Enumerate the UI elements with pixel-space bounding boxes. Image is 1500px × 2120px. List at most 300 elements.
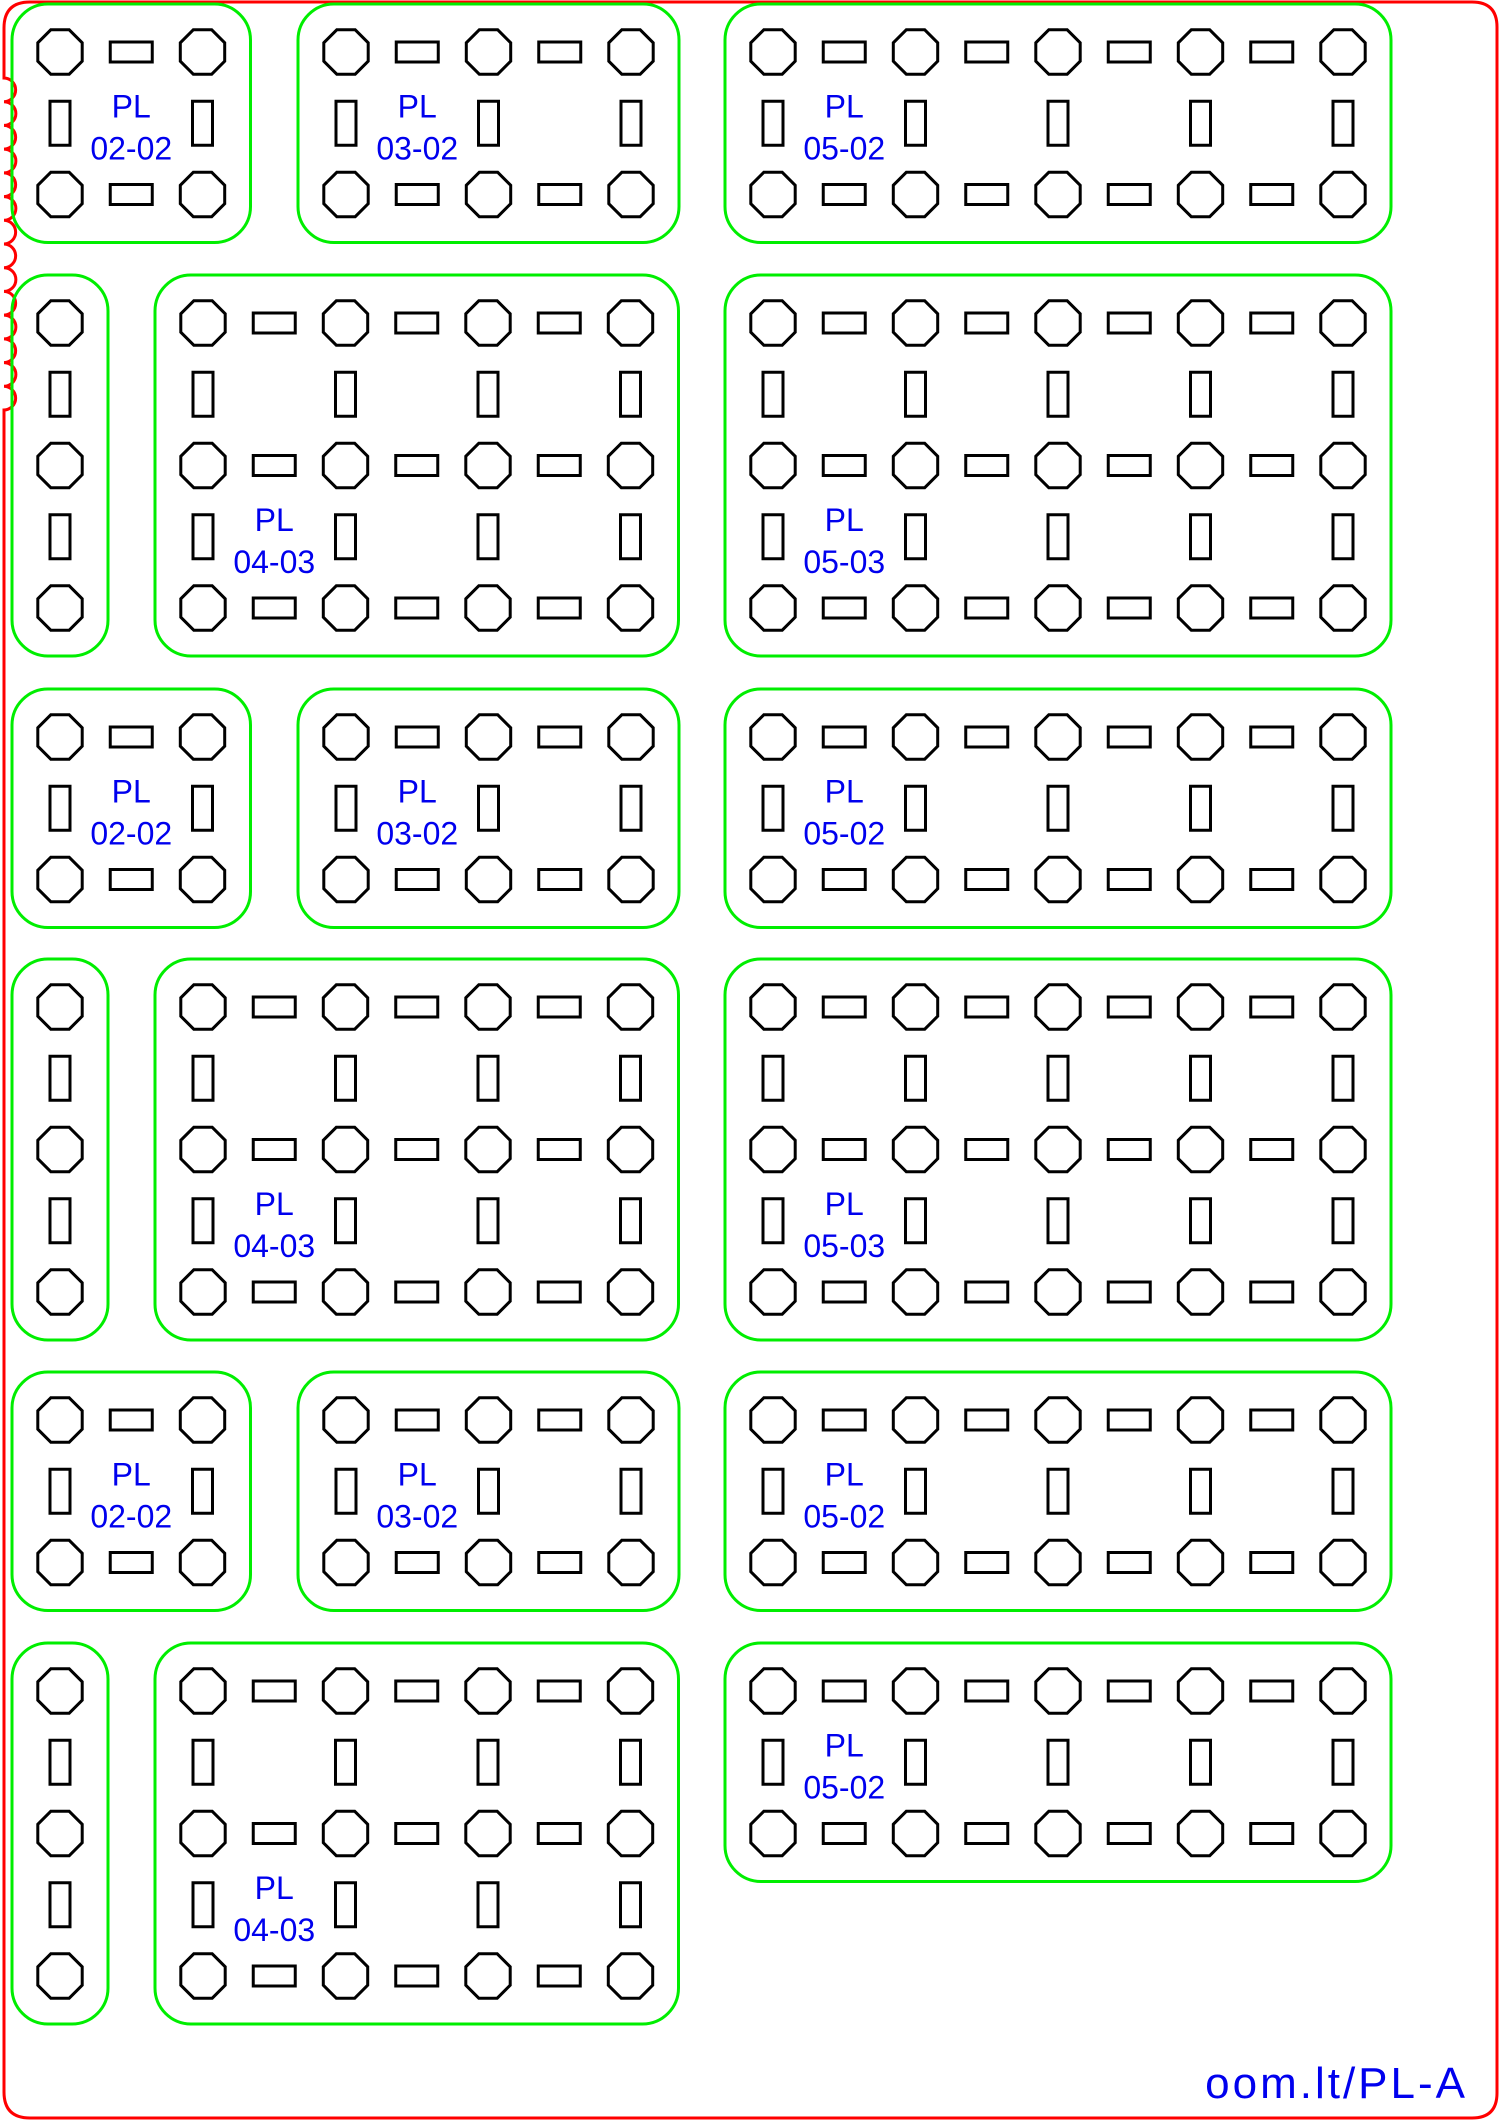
octagon-hole-icon (893, 443, 937, 487)
plate (725, 689, 1391, 928)
slot-icon (479, 101, 499, 145)
slot-icon (1108, 456, 1150, 476)
octagon-hole-icon (466, 1811, 510, 1855)
slot-icon (906, 1469, 926, 1513)
octagon-hole-icon (893, 1270, 937, 1314)
plate-label-prefix: PL (824, 773, 864, 810)
slot-icon (336, 515, 356, 559)
plate (725, 1372, 1391, 1611)
slot-icon (1108, 185, 1150, 205)
slot-icon (396, 1681, 438, 1701)
slot-icon (50, 1740, 70, 1784)
slot-icon (823, 42, 865, 62)
slot-icon (193, 372, 213, 416)
octagon-hole-icon (893, 30, 937, 74)
plate-label-prefix: PL (397, 773, 437, 810)
octagon-hole-icon (893, 1540, 937, 1584)
octagon-hole-icon (38, 715, 82, 759)
slot-icon (621, 1883, 641, 1927)
slot-icon (763, 515, 783, 559)
slot-icon (538, 313, 580, 333)
octagon-hole-icon (38, 985, 82, 1029)
plate-label-prefix: PL (397, 1456, 437, 1493)
plate (298, 1372, 679, 1611)
slot-icon (621, 372, 641, 416)
slot-icon (539, 42, 581, 62)
octagon-hole-icon (1178, 1669, 1222, 1713)
octagon-hole-icon (1036, 1398, 1080, 1442)
slot-icon (966, 185, 1008, 205)
octagon-hole-icon (466, 985, 510, 1029)
slot-icon (539, 1410, 581, 1430)
octagon-hole-icon (1036, 1127, 1080, 1171)
slot-icon (763, 1469, 783, 1513)
slot-icon (396, 1966, 438, 1986)
octagon-hole-icon (38, 857, 82, 901)
octagon-hole-icon (181, 1669, 225, 1713)
octagon-hole-icon (181, 1270, 225, 1314)
slot-icon (336, 1199, 356, 1243)
octagon-hole-icon (38, 1669, 82, 1713)
octagon-hole-icon (466, 30, 510, 74)
plate-label-code: 05-02 (803, 815, 886, 852)
octagon-hole-icon (181, 1954, 225, 1998)
octagon-hole-icon (1178, 443, 1222, 487)
octagon-hole-icon (893, 1811, 937, 1855)
octagon-hole-icon (893, 586, 937, 630)
slot-icon (50, 1469, 70, 1513)
slot-icon (336, 372, 356, 416)
slot-icon (538, 1966, 580, 1986)
slot-icon (1333, 1056, 1353, 1100)
slot-icon (50, 101, 70, 145)
plate-label-code: 05-03 (803, 543, 886, 580)
octagon-hole-icon (38, 1954, 82, 1998)
slot-icon (110, 870, 152, 890)
octagon-hole-icon (38, 586, 82, 630)
slot-icon (1251, 313, 1293, 333)
plate (298, 689, 679, 928)
slot-icon (479, 786, 499, 830)
octagon-hole-icon (1178, 1398, 1222, 1442)
octagon-hole-icon (751, 715, 795, 759)
slot-icon (253, 598, 295, 618)
slot-icon (1191, 372, 1211, 416)
octagon-hole-icon (1036, 172, 1080, 216)
slot-icon (1251, 997, 1293, 1017)
plate (725, 4, 1391, 243)
slot-icon (823, 1140, 865, 1160)
octagon-hole-icon (608, 443, 652, 487)
octagon-hole-icon (609, 1398, 653, 1442)
octagon-hole-icon (323, 1669, 367, 1713)
slot-icon (253, 1282, 295, 1302)
slot-icon (478, 1883, 498, 1927)
plate-label-code: 02-02 (90, 815, 173, 852)
slot-icon (1048, 1056, 1068, 1100)
octagon-hole-icon (324, 1540, 368, 1584)
slot-icon (966, 1282, 1008, 1302)
octagon-hole-icon (466, 1127, 510, 1171)
slot-icon (396, 456, 438, 476)
slot-icon (336, 1469, 356, 1513)
octagon-hole-icon (1321, 301, 1365, 345)
slot-icon (823, 598, 865, 618)
slot-icon (538, 1140, 580, 1160)
slot-icon (1048, 372, 1068, 416)
slot-icon (539, 727, 581, 747)
slot-icon (1108, 1282, 1150, 1302)
slot-icon (966, 1824, 1008, 1844)
octagon-hole-icon (180, 1540, 224, 1584)
slot-icon (1108, 1824, 1150, 1844)
slot-icon (336, 101, 356, 145)
plate-label-prefix: PL (824, 501, 864, 538)
slot-icon (1108, 727, 1150, 747)
octagon-hole-icon (893, 172, 937, 216)
slot-icon (396, 727, 438, 747)
octagon-hole-icon (38, 1811, 82, 1855)
slot-icon (193, 1740, 213, 1784)
plate-label-prefix: PL (824, 1456, 864, 1493)
octagon-hole-icon (323, 1954, 367, 1998)
plate-label-code: 04-03 (233, 1911, 316, 1948)
slot-icon (906, 1740, 926, 1784)
octagon-hole-icon (1321, 30, 1365, 74)
octagon-hole-icon (1036, 586, 1080, 630)
octagon-hole-icon (1036, 715, 1080, 759)
slot-icon (396, 313, 438, 333)
slot-icon (1251, 1410, 1293, 1430)
plate-label-prefix: PL (254, 1185, 294, 1222)
octagon-hole-icon (608, 1811, 652, 1855)
slot-icon (396, 598, 438, 618)
slot-icon (1108, 598, 1150, 618)
octagon-hole-icon (38, 1398, 82, 1442)
octagon-hole-icon (1178, 1811, 1222, 1855)
plate-label-prefix: PL (254, 1869, 294, 1906)
octagon-hole-icon (1321, 586, 1365, 630)
octagon-hole-icon (1178, 857, 1222, 901)
slot-icon (1251, 598, 1293, 618)
slot-icon (1191, 1740, 1211, 1784)
slot-icon (539, 1553, 581, 1573)
slot-icon (396, 997, 438, 1017)
octagon-hole-icon (751, 1270, 795, 1314)
octagon-hole-icon (1321, 715, 1365, 759)
octagon-hole-icon (751, 443, 795, 487)
slot-icon (478, 372, 498, 416)
octagon-hole-icon (1321, 1811, 1365, 1855)
slot-icon (823, 1553, 865, 1573)
slot-icon (1108, 1681, 1150, 1701)
slot-icon (823, 1282, 865, 1302)
octagon-hole-icon (180, 1398, 224, 1442)
slot-icon (538, 1282, 580, 1302)
slot-icon (1333, 1199, 1353, 1243)
octagon-hole-icon (751, 1811, 795, 1855)
plate (12, 959, 108, 1340)
plate (12, 689, 251, 928)
octagon-hole-icon (466, 1270, 510, 1314)
slot-icon (1251, 1553, 1293, 1573)
slot-icon (906, 786, 926, 830)
slot-icon (621, 1469, 641, 1513)
plate-label-prefix: PL (111, 88, 151, 125)
octagon-hole-icon (893, 857, 937, 901)
slot-icon (1108, 42, 1150, 62)
octagon-hole-icon (608, 985, 652, 1029)
slot-icon (1251, 1824, 1293, 1844)
octagon-hole-icon (1321, 172, 1365, 216)
octagon-hole-icon (893, 1669, 937, 1713)
plate-label-prefix: PL (824, 1185, 864, 1222)
octagon-hole-icon (1178, 985, 1222, 1029)
slot-icon (966, 313, 1008, 333)
slot-icon (50, 786, 70, 830)
slot-icon (823, 456, 865, 476)
plate-label-code: 05-02 (803, 130, 886, 167)
slot-icon (538, 997, 580, 1017)
slot-icon (621, 1740, 641, 1784)
octagon-hole-icon (1321, 1127, 1365, 1171)
slot-icon (1108, 1140, 1150, 1160)
slot-icon (823, 1410, 865, 1430)
slot-icon (966, 997, 1008, 1017)
plate (12, 4, 251, 243)
slot-icon (110, 1553, 152, 1573)
octagon-hole-icon (1178, 1127, 1222, 1171)
octagon-hole-icon (38, 1127, 82, 1171)
octagon-hole-icon (893, 1127, 937, 1171)
octagon-hole-icon (1321, 857, 1365, 901)
octagon-hole-icon (1178, 172, 1222, 216)
slot-icon (966, 1410, 1008, 1430)
octagon-hole-icon (608, 586, 652, 630)
plate-label-prefix: PL (254, 501, 294, 538)
octagon-hole-icon (1036, 857, 1080, 901)
slot-icon (966, 727, 1008, 747)
octagon-hole-icon (324, 172, 368, 216)
plate (12, 1643, 108, 2024)
octagon-hole-icon (608, 1127, 652, 1171)
slot-icon (1191, 1199, 1211, 1243)
slot-icon (539, 870, 581, 890)
slot-icon (396, 870, 438, 890)
plates-layer (12, 4, 1391, 2024)
slot-icon (1333, 515, 1353, 559)
octagon-hole-icon (1036, 1270, 1080, 1314)
slot-icon (478, 1056, 498, 1100)
slot-icon (906, 1199, 926, 1243)
slot-icon (823, 313, 865, 333)
plate (12, 275, 108, 656)
slot-icon (538, 1824, 580, 1844)
plate-label-code: 05-02 (803, 1769, 886, 1806)
slot-icon (1191, 1469, 1211, 1513)
octagon-hole-icon (609, 30, 653, 74)
slot-icon (1191, 101, 1211, 145)
octagon-hole-icon (180, 857, 224, 901)
slot-icon (396, 42, 438, 62)
slot-icon (50, 1883, 70, 1927)
slot-icon (1108, 1410, 1150, 1430)
sheet-footer-label: oom.lt/PL-A (1205, 2059, 1468, 2108)
slot-icon (253, 1681, 295, 1701)
slot-icon (1048, 515, 1068, 559)
octagon-hole-icon (1036, 30, 1080, 74)
octagon-hole-icon (466, 301, 510, 345)
slot-icon (1251, 1282, 1293, 1302)
octagon-hole-icon (751, 30, 795, 74)
slot-icon (966, 870, 1008, 890)
slot-icon (823, 727, 865, 747)
slot-icon (621, 1056, 641, 1100)
octagon-hole-icon (181, 1127, 225, 1171)
slot-icon (110, 1410, 152, 1430)
octagon-hole-icon (1321, 1540, 1365, 1584)
octagon-hole-icon (609, 1540, 653, 1584)
slot-icon (50, 515, 70, 559)
slot-icon (1048, 1469, 1068, 1513)
slot-icon (1251, 727, 1293, 747)
plate (725, 959, 1391, 1340)
octagon-hole-icon (1178, 1270, 1222, 1314)
plate-label-code: 04-03 (233, 1227, 316, 1264)
plate-outline (12, 1643, 108, 2024)
slot-icon (1048, 1740, 1068, 1784)
plate-label-code: 02-02 (90, 1498, 173, 1535)
octagon-hole-icon (751, 1669, 795, 1713)
octagon-hole-icon (323, 1127, 367, 1171)
octagon-hole-icon (893, 985, 937, 1029)
slot-icon (1333, 1469, 1353, 1513)
slot-icon (966, 598, 1008, 618)
plate-label-code: 02-02 (90, 130, 173, 167)
octagon-hole-icon (38, 30, 82, 74)
octagon-hole-icon (608, 301, 652, 345)
slot-icon (50, 1056, 70, 1100)
slot-icon (396, 1282, 438, 1302)
slot-icon (478, 515, 498, 559)
slot-icon (966, 456, 1008, 476)
plate (155, 275, 679, 656)
slot-icon (1251, 1681, 1293, 1701)
octagon-hole-icon (609, 172, 653, 216)
slot-icon (193, 1469, 213, 1513)
octagon-hole-icon (323, 443, 367, 487)
octagon-hole-icon (181, 985, 225, 1029)
octagon-hole-icon (1178, 715, 1222, 759)
octagon-hole-icon (751, 985, 795, 1029)
slot-icon (763, 786, 783, 830)
slot-icon (193, 1199, 213, 1243)
plate-label-prefix: PL (111, 773, 151, 810)
octagon-hole-icon (751, 172, 795, 216)
octagon-hole-icon (751, 857, 795, 901)
slot-icon (1251, 185, 1293, 205)
slot-icon (1191, 1056, 1211, 1100)
octagon-hole-icon (609, 857, 653, 901)
slot-icon (478, 1740, 498, 1784)
octagon-hole-icon (1321, 443, 1365, 487)
slot-icon (621, 786, 641, 830)
slot-icon (396, 1410, 438, 1430)
octagon-hole-icon (466, 1669, 510, 1713)
plate-label-code: 03-02 (376, 1498, 459, 1535)
slot-icon (1251, 42, 1293, 62)
octagon-hole-icon (751, 1398, 795, 1442)
plate (155, 959, 679, 1340)
octagon-hole-icon (893, 715, 937, 759)
octagon-hole-icon (893, 301, 937, 345)
plate-outline (12, 959, 108, 1340)
slot-icon (906, 515, 926, 559)
slot-icon (1048, 786, 1068, 830)
octagon-hole-icon (324, 715, 368, 759)
slot-icon (539, 185, 581, 205)
slot-icon (478, 1199, 498, 1243)
octagon-hole-icon (466, 1954, 510, 1998)
octagon-hole-icon (893, 1398, 937, 1442)
slot-icon (253, 313, 295, 333)
slot-icon (1108, 1553, 1150, 1573)
slot-icon (1333, 372, 1353, 416)
slot-icon (621, 101, 641, 145)
octagon-hole-icon (324, 857, 368, 901)
slot-icon (621, 1199, 641, 1243)
octagon-hole-icon (181, 1811, 225, 1855)
slot-icon (396, 1140, 438, 1160)
slot-icon (1048, 101, 1068, 145)
slot-icon (1251, 870, 1293, 890)
octagon-hole-icon (608, 1954, 652, 1998)
octagon-hole-icon (466, 443, 510, 487)
octagon-hole-icon (1321, 1270, 1365, 1314)
plate-label-code: 05-02 (803, 1498, 886, 1535)
octagon-hole-icon (466, 1540, 510, 1584)
octagon-hole-icon (466, 1398, 510, 1442)
slot-icon (1191, 786, 1211, 830)
slot-icon (966, 1553, 1008, 1573)
slot-icon (193, 786, 213, 830)
octagon-hole-icon (180, 30, 224, 74)
octagon-hole-icon (323, 985, 367, 1029)
plate-label-prefix: PL (111, 1456, 151, 1493)
slot-icon (966, 1681, 1008, 1701)
slot-icon (823, 997, 865, 1017)
slot-icon (193, 1883, 213, 1927)
slot-icon (621, 515, 641, 559)
octagon-hole-icon (466, 715, 510, 759)
octagon-hole-icon (1178, 30, 1222, 74)
slot-icon (763, 101, 783, 145)
slot-icon (1191, 515, 1211, 559)
slot-icon (110, 42, 152, 62)
slot-icon (1108, 313, 1150, 333)
octagon-hole-icon (180, 715, 224, 759)
plate-label-prefix: PL (824, 1727, 864, 1764)
slot-icon (1048, 1199, 1068, 1243)
slot-icon (253, 1140, 295, 1160)
slot-icon (253, 1824, 295, 1844)
plate-label-code: 03-02 (376, 130, 459, 167)
slot-icon (763, 1056, 783, 1100)
octagon-hole-icon (38, 172, 82, 216)
plate-outline (12, 275, 108, 656)
slot-icon (396, 185, 438, 205)
octagon-hole-icon (323, 1811, 367, 1855)
